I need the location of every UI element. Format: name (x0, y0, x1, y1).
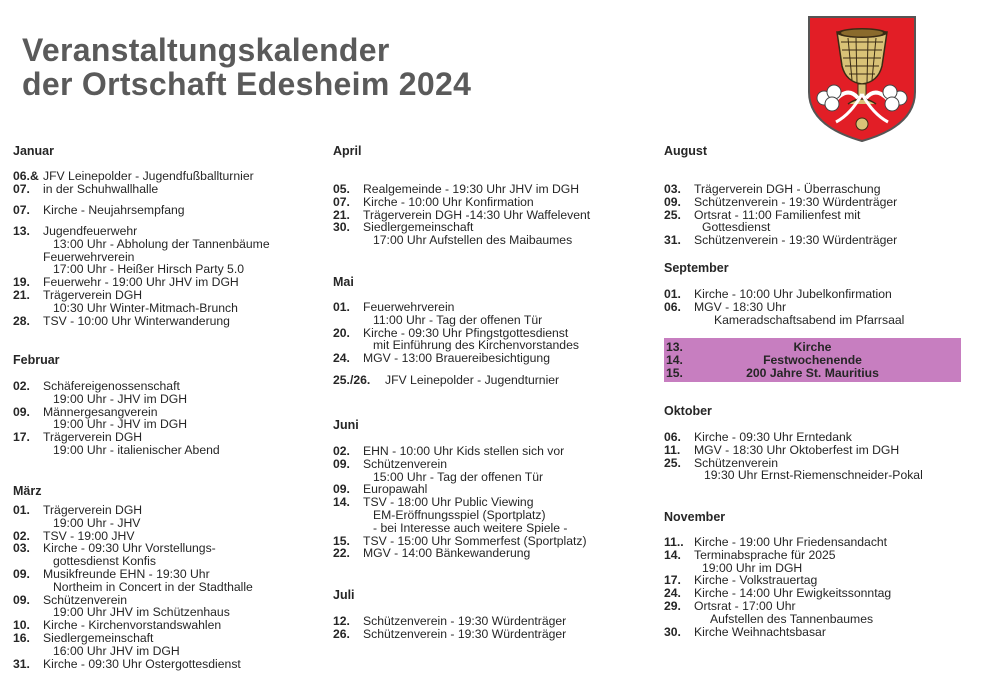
event-text: Schützenverein - 19:30 Würdenträger (363, 614, 567, 628)
list-item (13, 315, 331, 328)
event-text: Schützenverein (363, 456, 448, 471)
event-text: TSV - 19:00 JHV (43, 528, 135, 543)
list-item (664, 301, 974, 314)
event-text: EHN - 10:00 Uhr Kids stellen sich vor (363, 444, 565, 458)
event-date: 30. (664, 624, 681, 639)
events-november (664, 536, 974, 638)
list-item (13, 393, 331, 406)
event-text: Schäfereigenossenschaft (43, 379, 180, 393)
festwochenende-highlight (664, 338, 961, 382)
list-item (333, 183, 651, 196)
events-maerz (13, 504, 331, 670)
event-date: 31. (664, 233, 681, 248)
events-mai (333, 301, 651, 365)
event-text: Ortsrat - 11:00 Familienfest mit (694, 207, 861, 222)
event-text: Kirche - 10:00 Uhr Jubelkonfirmation (694, 287, 892, 301)
list-item (13, 225, 331, 238)
event-text: 17:00 Uhr - Heißer Hirsch Party 5.0 (53, 262, 245, 277)
event-text: Europawahl (363, 482, 428, 497)
event-text: 19:00 Uhr - JHV (53, 515, 141, 530)
event-text: Northeim in Concert in der Stadthalle (53, 579, 253, 594)
event-text: Siedlergemeinschaft (43, 630, 154, 645)
list-item (13, 504, 331, 517)
list-item (664, 469, 974, 482)
events-juli (333, 615, 651, 641)
event-text: gottesdienst Konfis (53, 554, 156, 569)
list-item (664, 536, 974, 549)
event-text: JFV Leinepolder - Jugendturnier (385, 373, 560, 387)
column-1 (13, 0, 331, 699)
event-text: MGV - 13:00 Brauereibesichtigung (363, 351, 550, 366)
event-text: Trägerverein DGH - Überraschung (694, 182, 881, 196)
event-date: 02. (333, 444, 350, 458)
event-text: mit Einführung des Kirchenvorstandes (373, 338, 579, 353)
list-item (664, 626, 974, 639)
event-text: Feuerwehrverein (363, 300, 455, 314)
event-date: 06.& (13, 169, 39, 183)
events-januar (13, 204, 331, 217)
month-heading-maerz: März (13, 484, 42, 498)
month-heading-oktober: Oktober (664, 404, 712, 418)
list-item (664, 431, 974, 444)
event-text: 19:00 Uhr - JHV im DGH (53, 417, 188, 432)
list-item (13, 658, 331, 671)
month-heading-september: September (664, 261, 729, 275)
event-text: Realgemeinde - 19:30 Uhr JHV im DGH (363, 182, 580, 196)
event-text: TSV - 15:00 Uhr Sommerfest (Sportplatz) (363, 533, 587, 548)
list-item (13, 517, 331, 530)
event-text: 19:00 Uhr JHV im Schützenhaus (53, 605, 230, 620)
list-item (664, 444, 974, 457)
event-date: 14. (666, 353, 683, 367)
list-item (333, 522, 651, 535)
list-item (13, 204, 331, 217)
event-date: 07. (13, 181, 30, 196)
event-text: TSV - 18:00 Uhr Public Viewing (363, 495, 534, 510)
events-april (333, 183, 651, 247)
event-text: Trägerverein DGH (43, 287, 143, 302)
list-item (13, 183, 331, 196)
events-februar (13, 380, 331, 457)
event-text: in der Schuhwallhalle (43, 181, 159, 196)
event-date: 09. (333, 482, 350, 497)
event-text: JFV Leinepolder - Jugendfußballturnier (43, 169, 254, 183)
event-date: 21. (13, 287, 30, 302)
event-text: Kirche - 19:00 Uhr Friedensandacht (694, 535, 888, 549)
list-item (333, 445, 651, 458)
list-item (333, 615, 651, 628)
event-text: MGV - 14:00 Bänkewanderung (363, 546, 531, 561)
list-item (13, 632, 331, 645)
event-text: Festwochenende (763, 353, 862, 367)
event-text: 19:00 Uhr im DGH (702, 560, 803, 575)
page-title-line-1: Veranstaltungskalender (22, 32, 390, 68)
event-text: Schützenverein - 19:30 Würdenträger (694, 233, 898, 248)
event-date: 11.. (664, 535, 684, 549)
event-date: 20. (333, 325, 350, 340)
month-heading-april: April (333, 144, 362, 158)
event-date: 09. (13, 404, 30, 419)
event-text: Musikfreunde EHN - 19:30 Uhr (43, 566, 210, 581)
event-date: 30. (333, 220, 350, 235)
event-text: Kirche (793, 340, 832, 354)
event-text: Terminabsprache für 2025 (694, 547, 836, 562)
event-date: 22. (333, 546, 350, 561)
event-text: 19:00 Uhr - italienischer Abend (53, 442, 220, 457)
event-date: 19. (13, 275, 30, 290)
event-text: Siedlergemeinschaft (363, 220, 474, 235)
event-text: Kirche - Volkstrauertag (694, 573, 818, 588)
event-text: Gottesdienst (702, 220, 771, 235)
event-text: TSV - 10:00 Uhr Winterwanderung (43, 313, 230, 328)
event-text: Schützenverein - 19:30 Würdenträger (363, 626, 567, 641)
event-date: 01. (664, 287, 681, 301)
events-juni (333, 445, 651, 560)
list-item (13, 302, 331, 315)
event-date: 06. (664, 299, 681, 314)
event-text: Aufstellen des Tannenbaumes (710, 611, 874, 626)
events-oktober (664, 431, 974, 482)
list-item (13, 289, 331, 302)
event-text: Feuerwehrverein (43, 249, 135, 264)
event-text: Jugendfeuerwehr (43, 224, 138, 238)
events-september (664, 288, 974, 326)
list-item (333, 547, 651, 560)
column-3 (664, 0, 974, 699)
event-text: Schützenverein (694, 455, 779, 470)
event-text: MGV - 18:30 Uhr Oktoberfest im DGH (694, 442, 900, 457)
event-text: MGV - 18:30 Uhr (694, 299, 787, 314)
month-heading-november: November (664, 510, 726, 524)
column-2 (333, 0, 651, 699)
event-text: Feuerwehr - 19:00 Uhr JHV im DGH (43, 275, 239, 290)
event-date: 02. (13, 528, 30, 543)
event-date: 25./26. (333, 373, 371, 387)
event-text: 11:00 Uhr - Tag der offenen Tür (373, 312, 543, 327)
event-text: 13:00 Uhr - Abholung der Tannenbäume (53, 236, 270, 251)
events-august (664, 183, 974, 247)
event-text: Männergesangverein (43, 404, 158, 419)
event-date: 06. (664, 430, 681, 444)
list-item (13, 568, 331, 581)
list-item (333, 301, 651, 314)
event-date: 11. (664, 442, 681, 457)
list-item (664, 613, 974, 626)
event-date: 25. (664, 455, 681, 470)
event-date: 26. (333, 626, 350, 641)
event-date: 16. (13, 630, 30, 645)
list-item (13, 444, 331, 457)
event-date: 15. (333, 533, 350, 548)
event-date: 28. (13, 313, 30, 328)
event-text: - bei Interesse auch weitere Spiele - (373, 520, 568, 535)
event-text: Ortsrat - 17:00 Uhr (694, 598, 796, 613)
events-januar (13, 170, 331, 196)
list-item (664, 183, 974, 196)
event-date: 13. (666, 340, 683, 354)
event-date: 09. (333, 456, 350, 471)
event-text: EM-Eröffnungsspiel (Sportplatz) (373, 507, 546, 522)
event-text: Kirche - Neujahrsempfang (43, 203, 185, 217)
event-date: 31. (13, 656, 30, 671)
event-date: 10. (13, 618, 30, 633)
event-date: 24. (664, 586, 681, 601)
month-heading-juni: Juni (333, 418, 359, 432)
event-date: 29. (664, 598, 681, 613)
event-date: 25. (664, 207, 681, 222)
event-date: 07. (333, 194, 350, 209)
list-item (333, 314, 651, 327)
month-heading-juli: Juli (333, 588, 355, 602)
event-text: Kirche Weihnachtsbasar (694, 624, 826, 639)
page-title-line-2: der Ortschaft Edesheim 2024 (22, 66, 472, 102)
event-text: Kameradschaftsabend im Pfarrsaal (714, 312, 905, 327)
list-item (333, 374, 651, 387)
month-heading-januar: Januar (13, 144, 54, 158)
list-item (333, 628, 651, 641)
event-date: 05. (333, 182, 350, 196)
list-item (333, 458, 651, 471)
event-date: 01. (13, 503, 30, 517)
event-date: 12. (333, 614, 350, 628)
event-text: 10:30 Uhr Winter-Mitmach-Brunch (53, 300, 238, 315)
month-heading-august: August (664, 144, 708, 158)
event-date: 03. (664, 182, 681, 196)
event-text: 19:00 Uhr - JHV im DGH (53, 391, 188, 406)
list-item (333, 352, 651, 365)
event-date: 02. (13, 379, 30, 393)
list-item (664, 234, 974, 247)
event-date: 17. (13, 430, 30, 445)
event-text: Kirche - 09:30 Uhr Vorstellungs- (43, 541, 216, 556)
event-date: 17. (664, 573, 681, 588)
list-item (13, 238, 331, 251)
events-mai (333, 374, 651, 387)
event-text: Kirche - 09:30 Uhr Erntedank (694, 430, 852, 444)
event-text: Kirche - 14:00 Uhr Ewigkeitssonntag (694, 586, 892, 601)
list-item (333, 234, 651, 247)
event-text: 200 Jahre St. Mauritius (746, 366, 879, 380)
list-item (333, 196, 651, 209)
event-text: Trägerverein DGH -14:30 Uhr Waffelevent (363, 207, 591, 222)
list-item (664, 314, 974, 327)
event-text: Kirche - Kirchenvorstandswahlen (43, 618, 222, 633)
event-date: 09. (664, 194, 681, 209)
list-item (664, 600, 974, 613)
event-date: 01. (333, 300, 350, 314)
event-date: 21. (333, 207, 350, 222)
month-heading-februar: Februar (13, 353, 60, 367)
event-date: 07. (13, 203, 30, 217)
event-date: 13. (13, 224, 30, 238)
list-item (664, 549, 974, 562)
list-item (664, 288, 974, 301)
events-januar (13, 225, 331, 327)
event-date: 09. (13, 566, 30, 581)
event-date: 24. (333, 351, 350, 366)
event-date: 15. (666, 366, 683, 380)
event-text: Kirche - 10:00 Uhr Konfirmation (363, 194, 534, 209)
list-item (13, 581, 331, 594)
event-text: Trägerverein DGH (43, 430, 143, 445)
event-text: Schützenverein (43, 592, 128, 607)
list-item (664, 367, 961, 380)
month-heading-mai: Mai (333, 275, 354, 289)
list-item (664, 196, 974, 209)
event-date: 14. (333, 495, 350, 510)
event-text: 15:00 Uhr - Tag der offenen Tür (373, 469, 544, 484)
event-date: 03. (13, 541, 30, 556)
event-date: 09. (13, 592, 30, 607)
event-text: Schützenverein - 19:30 Würdenträger (694, 194, 898, 209)
list-item (13, 170, 331, 183)
event-date: 14. (664, 547, 681, 562)
event-text: Kirche - 09:30 Uhr Ostergottesdienst (43, 656, 241, 671)
event-text: Kirche - 09:30 Uhr Pfingstgottesdienst (363, 325, 569, 340)
event-text: 19:30 Uhr Ernst-Riemenschneider-Pokal (704, 468, 923, 483)
list-item (13, 645, 331, 658)
list-item (13, 380, 331, 393)
list-item (333, 509, 651, 522)
event-text: 16:00 Uhr JHV im DGH (53, 643, 180, 658)
event-text: Trägerverein DGH (43, 503, 143, 517)
event-text: 17:00 Uhr Aufstellen des Maibaumes (373, 233, 573, 248)
